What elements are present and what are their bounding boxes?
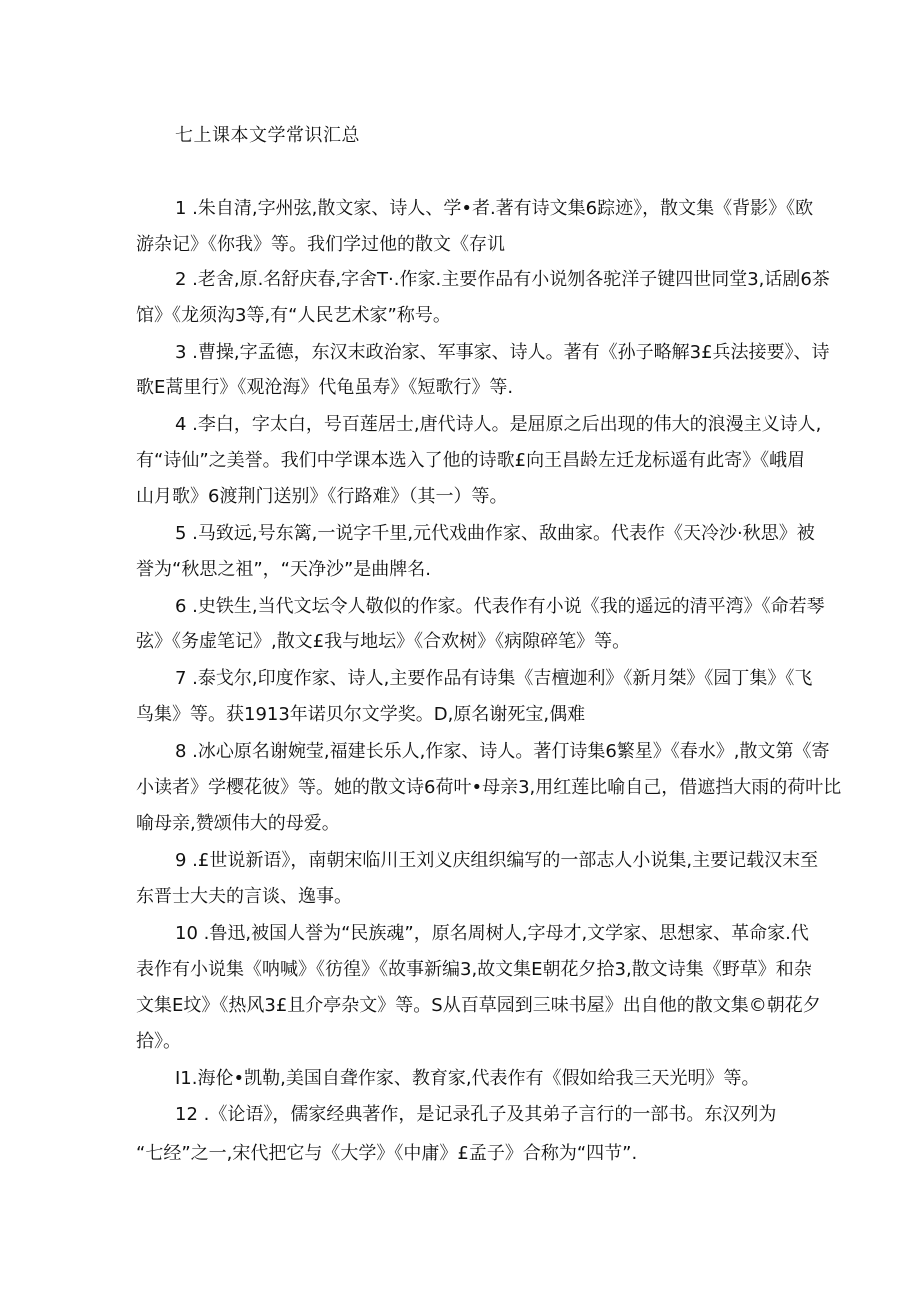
item-6-line-1: 6 .史铁生,当代文坛令人敬似的作家。代表作有小说《我的遥远的清平湾》《命若琴 <box>175 596 825 617</box>
item-5-line-1: 5 .马致远,号东篱,一说字千里,元代戏曲作家、敌曲家。代表作《天冷沙·秋思》被 <box>175 523 815 544</box>
item-4-line-1: 4 .李白，字太白，号百莲居士,唐代诗人。是屈原之后出现的伟大的浪漫主义诗人, <box>175 414 822 435</box>
item-7-line-1: 7 .泰戈尔,印度作家、诗人,主要作品有诗集《吉檀迦利》《新月桀》《园丁集》《飞 <box>175 668 813 689</box>
item-9-line-2: 东晋士大夫的言谈、逸事。 <box>136 886 352 907</box>
item-12-line-1: 12 .《论语》，儒家经典著作，是记录孔子及其弟子言行的一部书。东汉列为 <box>175 1104 777 1125</box>
item-10-line-3: 文集E坟》《热风3£且介亭杂文》等。S从百草园到三味书屋》出自他的散文集©朝花夕 <box>136 995 821 1016</box>
document-title: 七上课本文学常识汇总 <box>175 125 360 146</box>
item-2-line-1: 2 .老舍,原.名舒庆春,字舍T·.作家.主要作品有小说刎各驼洋子键四世同堂3,话剧6茶 <box>175 269 830 290</box>
item-8-line-3: 喻母亲,赞颂伟大的母爱。 <box>136 813 340 834</box>
item-10-line-4: 拾》。 <box>136 1031 181 1052</box>
item-1-line-2: 游杂记》《你我》等。我们学过他的散文《存讥 <box>136 234 505 255</box>
item-1-line-1: 1 .朱自清,字州弦,散文家、诗人、学•者.著有诗文集6踪迹》，散文集《背影》《欧 <box>175 198 814 219</box>
item-5-line-2: 誉为“秋思之祖”，“天净沙”是曲牌名. <box>136 559 432 580</box>
item-2-line-2: 馆》《龙须沟3等,有“人民艺术家”称号。 <box>136 305 451 326</box>
item-11-line-1: I1.海伦•凯勒,美国自聋作家、教育家,代表作有《假如给我三天光明》等。 <box>175 1068 760 1089</box>
item-12-line-2: “七经”之一,宋代把它与《大学》《中庸》£孟子》合称为“四节”. <box>136 1143 638 1164</box>
item-3-line-1: 3 .曹操,字孟德，东汉末政治家、军事家、诗人。著有《孙子略解3£兵法接要》、诗 <box>175 342 830 363</box>
item-8-line-1: 8 .冰心原名谢婉莹,福建长乐人,作家、诗人。著仃诗集6繁星》《春水》,散文第《寄 <box>175 741 830 762</box>
item-4-line-3: 山月歌》6渡荆门送别》《行路难》（其一）等。 <box>136 486 508 507</box>
item-10-line-2: 表作有小说集《呐喊》《彷徨》《故事新编3,故文集E朝花夕拾3,散文诗集《野草》和杂 <box>136 959 812 980</box>
item-9-line-1: 9 .£世说新语》，南朝宋临川王刘义庆组织编写的一部志人小说集,主要记载汉末至 <box>175 850 819 871</box>
item-3-line-2: 歌E蒿里行》《观沧海》代龟虽寿》《短歌行》等. <box>136 377 514 398</box>
item-4-line-2: 有“诗仙”之美誉。我们中学课本选入了他的诗歌£向王昌龄左迁龙标遥有此寄》《峨眉 <box>136 450 806 471</box>
item-8-line-2: 小读者》学樱花彼》等。她的散文诗6荷叶•母亲3,用红莲比喻自己，借遮挡大雨的荷叶比 <box>136 777 842 798</box>
item-7-line-2: 鸟集》等。获1913年诺贝尔文学奖。D,原名谢死宝,偶难 <box>136 704 586 725</box>
item-6-line-2: 弦》《务虚笔记》,散文£我与地坛》《合欢树》《病隙碎笔》等。 <box>136 631 631 652</box>
item-10-line-1: 10 .鲁迅,被国人誉为“民族魂”，原名周树人,字母才,文学家、思想家、革命家.代 <box>175 923 809 944</box>
